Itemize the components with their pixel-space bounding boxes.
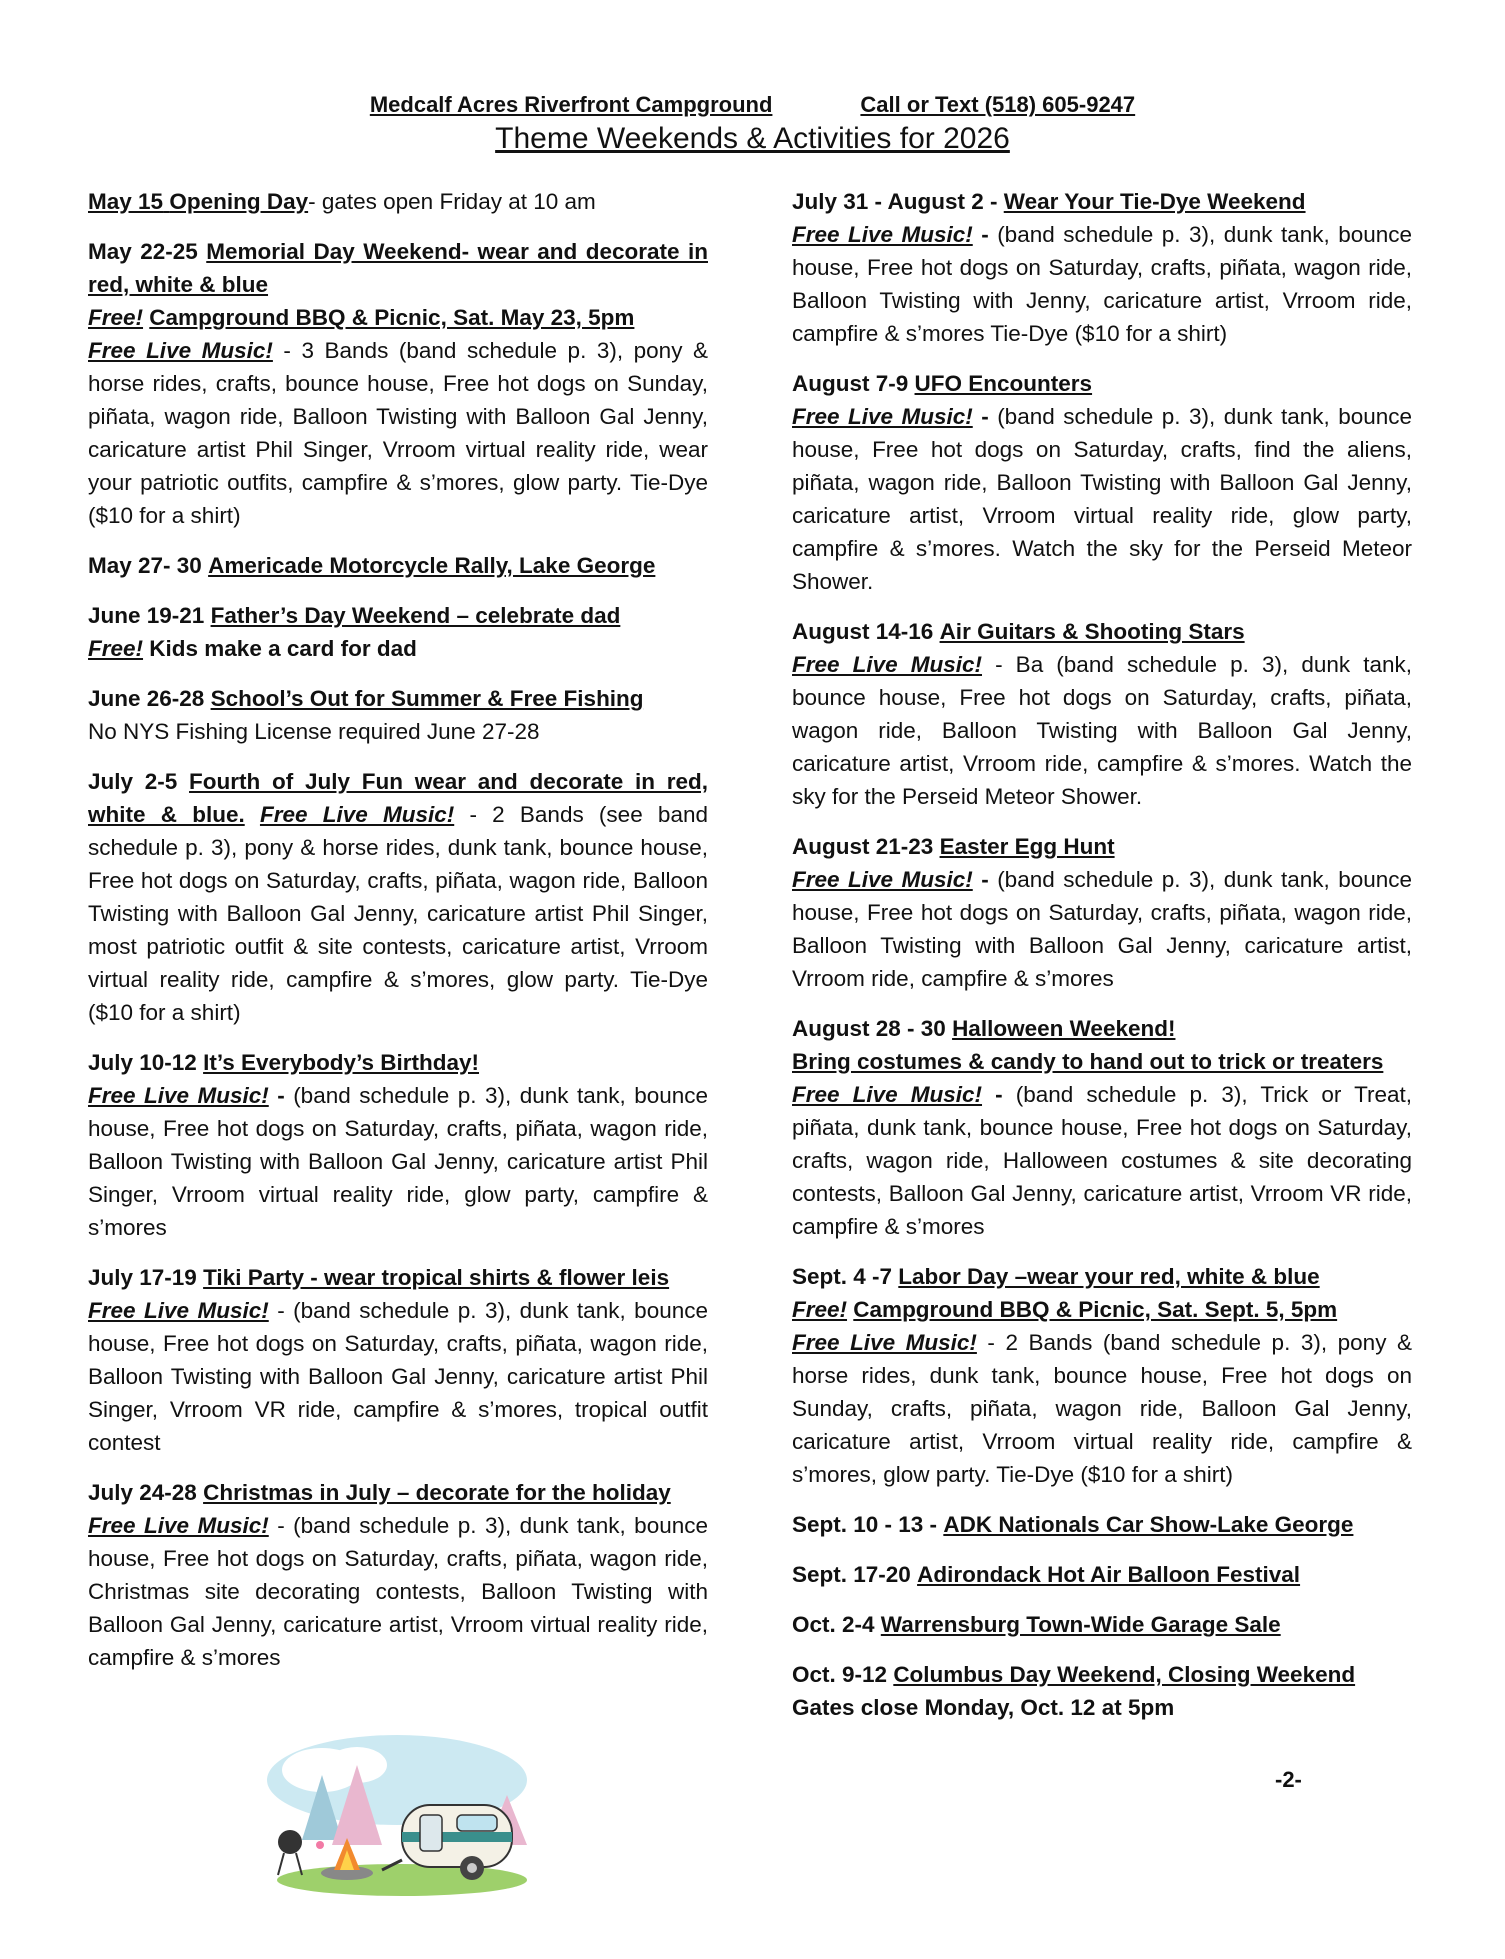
event-memorial-day	[88, 235, 708, 532]
event-date: June 19-21	[88, 603, 205, 628]
event-title: UFO Encounters	[914, 371, 1093, 396]
event-christmas-in-july	[88, 1476, 708, 1674]
event-text: (band schedule p. 3), dunk tank, bounce house, Free hot dogs on Saturday, crafts, find the aliens, piñata, wagon ride, Balloon Twisting with Balloon Gal Jenny, caricature artist, Vrroom virtual reality ride, glow party, campfire & s’mores. Watch the sky for the Perseid Meteor Shower.	[792, 404, 1413, 594]
event-text: - gates open Friday at 10 am	[308, 189, 596, 214]
event-subtitle: Bring costumes & candy to hand out to trick or treaters	[792, 1049, 1384, 1074]
free-live-music: Free Live Music!	[88, 1083, 269, 1108]
event-tie-dye-weekend: July 31 - August 2 - Wear Your Tie-Dye Weekend Free Live Music! - (band schedule p. 3), dunk tank, bounce house, Free hot dogs on Saturday, crafts, piñata, wagon ride, Balloon Twisting with Jenny, caricature artist, Vrroom ride, campfire & s’mores Tie-Dye ($10 for a shirt)	[792, 189, 1413, 346]
event-date: June 26-28	[88, 686, 205, 711]
event-text: - (band schedule p. 3), dunk tank, bounce house, Free hot dogs on Saturday, crafts, piñata, wagon ride, Balloon Twisting with Balloon Gal Jenny, caricature artist Phil Singer, Vrroom VR ride, campfire & s’mores, tropical outfit contest	[88, 1298, 708, 1455]
event-halloween: August 28 - 30 Halloween Weekend! Bring costumes & candy to hand out to trick or treaters Free Live Music! - (band schedule p. 3), Trick or Treat, piñata, dunk tank, bounce house, Free hot dogs on Saturday, crafts, wagon ride, Halloween costumes & site decorating contests, Balloon Gal Jenny, caricature artist, Vrroom VR ride, campfire & s’mores	[792, 1016, 1412, 1239]
event-title: Wear Your Tie-Dye Weekend	[1003, 189, 1306, 214]
camper-trailer-illustration	[262, 1720, 532, 1900]
event-date: Sept. 4 -7	[792, 1264, 893, 1289]
event-title: School’s Out for Summer & Free Fishing	[210, 686, 644, 711]
event-labor-day	[792, 1260, 1412, 1491]
event-title: Tiki Party - wear tropical shirts & flower leis	[203, 1265, 670, 1290]
event-text: (band schedule p. 3), dunk tank, bounce house, Free hot dogs on Saturday, crafts, piñata, wagon ride, Balloon Twisting with Balloon Gal Jenny, caricature artist, Vrroom ride, campfire & s’mores	[792, 867, 1413, 991]
event-title: Halloween Weekend!	[952, 1016, 1176, 1041]
event-title: Easter Egg Hunt	[939, 834, 1115, 859]
event-text: - Ba (band schedule p. 3), dunk tank, bounce house, Free hot dogs on Saturday, crafts, piñata, wagon ride, Balloon Twisting with Balloon Gal Jenny, caricature artist, Vrroom ride, campfire & s’mores. Watch the sky for the Perseid Meteor Shower.	[792, 652, 1412, 809]
event-columbus-day	[792, 1658, 1412, 1724]
event-text: (band schedule p. 3), dunk tank, bounce house, Free hot dogs on Saturday, crafts, piñata, wagon ride, Balloon Twisting with Balloon Gal Jenny, caricature artist Phil Singer, Vrroom virtual reality ride, glow party, campfire & s’mores	[88, 1083, 709, 1240]
event-date: July 2-5	[88, 769, 178, 794]
event-everybodys-birthday: July 10-12 It’s Everybody’s Birthday! Free Live Music! - (band schedule p. 3), dunk tank, bounce house, Free hot dogs on Saturday, crafts, piñata, wagon ride, Balloon Twisting with Balloon Gal Jenny, caricature artist Phil Singer, Vrroom virtual reality ride, glow party, campfire & s’mores	[88, 1050, 709, 1240]
event-title: Warrensburg Town-Wide Garage Sale	[880, 1612, 1281, 1637]
event-date: May 22-25	[88, 239, 198, 264]
free-label: Free!	[88, 636, 144, 661]
page-number: -2-	[1275, 1767, 1302, 1792]
event-title: Christmas in July – decorate for the holiday	[203, 1480, 671, 1505]
event-title: Memorial Day Weekend- wear and decorate in red, white & blue	[88, 239, 708, 297]
free-live-music: Free Live Music!	[792, 1330, 977, 1355]
event-date: August 28 - 30	[792, 1016, 946, 1041]
event-americade	[88, 549, 708, 582]
event-text: Gates close Monday, Oct. 12 at 5pm	[792, 1695, 1175, 1720]
event-title: Adirondack Hot Air Balloon Festival	[917, 1562, 1301, 1587]
event-date: Sept. 10 - 13 -	[792, 1512, 938, 1537]
event-date: Oct. 2-4	[792, 1612, 875, 1637]
free-live-music: Free Live Music!	[792, 222, 973, 247]
free-live-music: Free Live Music!	[792, 867, 973, 892]
event-date: August 14-16	[792, 619, 934, 644]
event-text: - 2 Bands (see band schedule p. 3), pony & horse rides, dunk tank, bounce house, Free hot dogs on Saturday, crafts, piñata, wagon ride, Balloon Twisting with Balloon Gal Jenny, caricature artist Phil Singer, most patriotic outfit & site contests, caricature artist, Vrroom virtual reality ride, campfire & s’mores, glow party. Tie-Dye ($10 for a shirt)	[88, 802, 708, 1025]
event-title: It’s Everybody’s Birthday!	[203, 1050, 480, 1075]
event-balloon-festival	[792, 1558, 1412, 1591]
event-date: July 24-28	[88, 1480, 197, 1505]
page-header	[0, 92, 1505, 156]
campground-name: Medcalf Acres Riverfront Campground	[369, 92, 773, 117]
event-title: ADK Nationals Car Show-Lake George	[943, 1512, 1354, 1537]
event-title: Opening Day	[169, 189, 309, 214]
page-title: Theme Weekends & Activities for 2026	[495, 122, 1010, 155]
event-date: May 15	[88, 189, 164, 214]
event-text: - 2 Bands (band schedule p. 3), pony & horse rides, dunk tank, bounce house, Free hot dogs on Sunday, crafts, piñata, wagon ride, Balloon Gal Jenny, caricature artist, Vrroom virtual reality ride, campfire & s’mores, glow party. Tie-Dye ($10 for a shirt)	[792, 1330, 1412, 1487]
event-text: - 3 Bands (band schedule p. 3), pony & horse rides, crafts, bounce house, Free hot dogs on Sunday, piñata, wagon ride, Balloon Twisting with Balloon Gal Jenny, caricature artist Phil Singer, Vrroom virtual reality ride, wear your patriotic outfits, campfire & s’mores, glow party. Tie-Dye ($10 for a shirt)	[88, 338, 708, 528]
header-line	[0, 92, 1505, 118]
event-date: May 27- 30	[88, 553, 202, 578]
event-adk-nationals	[792, 1508, 1412, 1541]
event-title: Air Guitars & Shooting Stars	[939, 619, 1245, 644]
event-title: Fourth of July Fun wear and decorate in red, white & blue.	[88, 769, 708, 827]
free-label: Free!	[792, 1297, 848, 1322]
event-title: Father’s Day Weekend – celebrate dad	[210, 603, 621, 628]
event-date: August 7-9	[792, 371, 909, 396]
free-live-music: Free Live Music!	[88, 338, 273, 363]
free-live-music: Free Live Music!	[88, 1298, 269, 1323]
bbq-label: Campground BBQ & Picnic, Sat. Sept. 5, 5pm	[853, 1297, 1338, 1322]
free-live-music: Free Live Music!	[88, 1513, 269, 1538]
event-date: July 17-19	[88, 1265, 197, 1290]
event-ufo-encounters: August 7-9 UFO Encounters Free Live Music! - (band schedule p. 3), dunk tank, bounce house, Free hot dogs on Saturday, crafts, find the aliens, piñata, wagon ride, Balloon Twisting with Balloon Gal Jenny, caricature artist, Vrroom virtual reality ride, glow party, campfire & s’mores. Watch the sky for the Perseid Meteor Shower.	[792, 371, 1413, 594]
event-title: Labor Day –wear your red, white & blue	[898, 1264, 1320, 1289]
event-easter-egg-hunt: August 21-23 Easter Egg Hunt Free Live Music! - (band schedule p. 3), dunk tank, bounce house, Free hot dogs on Saturday, crafts, piñata, wagon ride, Balloon Twisting with Balloon Gal Jenny, caricature artist, Vrroom ride, campfire & s’mores	[792, 834, 1413, 991]
event-text: - (band schedule p. 3), dunk tank, bounce house, Free hot dogs on Saturday, crafts, piñata, wagon ride, Christmas site decorating contests, Balloon Twisting with Balloon Gal Jenny, caricature artist, Vrroom virtual reality ride, campfire & s’mores	[88, 1513, 708, 1670]
event-title: Americade Motorcycle Rally, Lake George	[208, 553, 656, 578]
event-text: (band schedule p. 3), dunk tank, bounce house, Free hot dogs on Saturday, crafts, piñata, wagon ride, Balloon Twisting with Jenny, caricature artist, Vrroom ride, campfire & s’mores Tie-Dye ($10 for a shirt)	[792, 222, 1413, 346]
event-garage-sale	[792, 1608, 1412, 1641]
event-date: July 31 - August 2 -	[792, 189, 998, 214]
left-column	[88, 185, 708, 1691]
event-fathers-day	[88, 599, 708, 665]
free-label: Free!	[88, 305, 144, 330]
free-live-music: Free Live Music!	[792, 652, 982, 677]
free-live-music: Free Live Music!	[792, 404, 973, 429]
event-text: (band schedule p. 3), Trick or Treat, piñata, dunk tank, bounce house, Free hot dogs on Saturday, crafts, wagon ride, Halloween costumes & site decorating contests, Balloon Gal Jenny, caricature artist, Vrroom VR ride, campfire & s’mores	[792, 1082, 1412, 1239]
event-schools-out	[88, 682, 708, 748]
event-date: August 21-23	[792, 834, 934, 859]
event-text: No NYS Fishing License required June 27-28	[88, 719, 540, 744]
event-date: July 10-12	[88, 1050, 197, 1075]
right-column	[792, 185, 1412, 1741]
event-air-guitars	[792, 615, 1412, 813]
event-fourth-of-july	[88, 765, 708, 1029]
bbq-label: Campground BBQ & Picnic, Sat. May 23, 5pm	[149, 305, 635, 330]
free-live-music: Free Live Music!	[792, 1082, 983, 1107]
event-opening-day	[88, 185, 708, 218]
event-date: Sept. 17-20	[792, 1562, 911, 1587]
event-tiki-party	[88, 1261, 708, 1459]
event-title: Columbus Day Weekend, Closing Weekend	[893, 1662, 1356, 1687]
free-live-music: Free Live Music!	[259, 802, 455, 827]
event-text: Kids make a card for dad	[143, 636, 417, 661]
contact-phone: Call or Text (518) 605-9247	[860, 92, 1136, 117]
event-date: Oct. 9-12	[792, 1662, 888, 1687]
